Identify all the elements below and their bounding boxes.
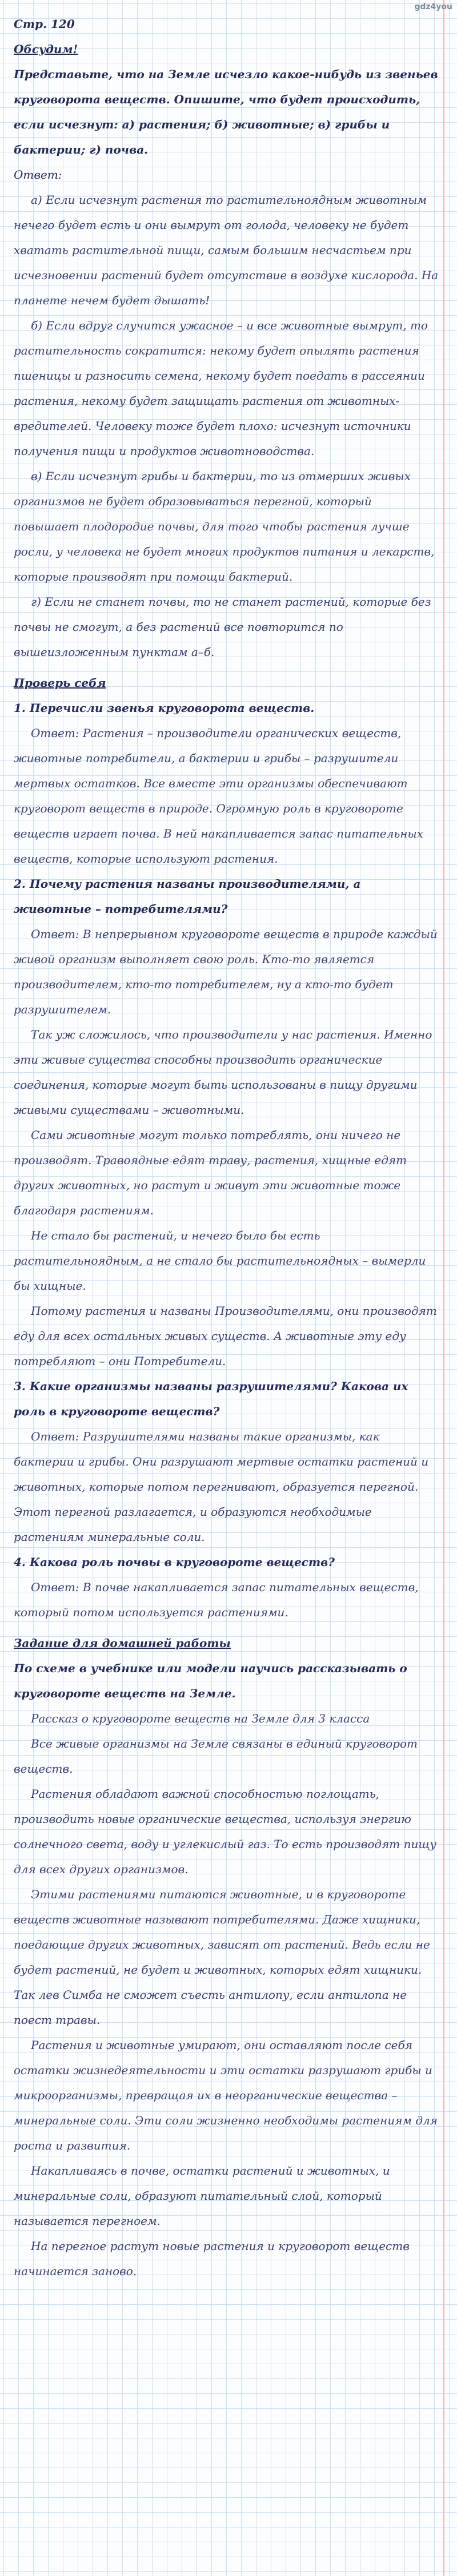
answer-paragraph: г) Если не станет почвы, то не станет растений, которые без почвы не смогут, а без растений все повторится по вышеизложенным пунктам а–б. <box>14 595 431 659</box>
heading-homework: Задание для домашней работы <box>14 1636 231 1650</box>
homework-answer: Рассказ о круговороте веществ на Земле для 3 класса <box>31 1712 370 1725</box>
watermark-logo: gdz4you <box>414 2 452 11</box>
heading-check: Проверь себя <box>14 676 106 690</box>
answer-label: Ответ: <box>14 168 62 182</box>
check-question: 4. Какова роль почвы в круговороте веществ? <box>14 1555 335 1569</box>
check-answer: Ответ: Растения – производители органических веществ, животные потребители, а бактерии и грибы – разрушители мертвых остатков. Все вместе эти организмы обеспечивают круговорот веществ в природе. Огромную роль в круговороте веществ играет почва. В ней накапливается запас питательных веществ, которые используют растения. <box>14 726 423 866</box>
check-answer: Ответ: Разрушителями названы такие организмы, как бактерии и грибы. Они разрушают мертвые остатки растений и животных, которые потом перегнивают, образуется перегной. Этот перегной разлагается, и образуются необходимые растениям минеральные соли. <box>14 1430 429 1544</box>
check-answer: Сами животные могут только потреблять, они ничего не производят. Травоядные едят траву, растения, хищные едят других животных, но растут и живут эти животные тоже благодаря растениям. <box>14 1128 407 1217</box>
homework-answer: Этими растениями питаются животные, и в круговороте веществ животные называют потребителями. Даже хищники, поедающие других животных, зависят от растений. Ведь если не будет растений, не будет и животных, которых едят хищники. Так лев Симба не сможет съесть антилопу, если антилопа не поест травы. <box>14 1887 430 2027</box>
homework-answer: Растения обладают важной способностью поглощать, производить новые органические вещества, используя энергию солнечного света, воду и углекислый газ. То есть производят пищу для всех других организмов. <box>14 1787 437 1876</box>
answer-paragraph: б) Если вдруг случится ужасное – и все животные вымрут, то растительность сократится: некому будет опылять растения пшеницы и разносить семена, некому будет поедать в рассеянии растения, некому будет защищать растения от животных-вредителей. Человеку тоже будет плохо: исчезнут источники получения пищи и продуктов животноводства. <box>14 319 428 458</box>
check-answer: Не стало бы растений, и нечего было бы есть растительноядным, а не стало бы растительноядных – вымерли бы хищные. <box>14 1229 426 1293</box>
homework-answer: Накапливаясь в почве, остатки растений и животных, и минеральные соли, образуют питательный слой, который называется перегноем. <box>14 2164 390 2228</box>
solution-content <box>14 11 439 2284</box>
heading-discuss: Обсудим! <box>14 42 78 56</box>
homework-answer: Все живые организмы на Земле связаны в единый круговорот веществ. <box>14 1737 418 1776</box>
page-number: Стр. 120 <box>14 17 75 31</box>
check-answer: Ответ: В непрерывном круговороте веществ в природе каждый живой организм выполняет свою роль. Кто-то является производителем, кто-то потребителем, ну а кто-то будет разрушителем. <box>14 927 438 1016</box>
task-text: Представьте, что на Земле исчезло какое-нибудь из звеньев круговорота веществ. Опишите, что будет происходить, если исчезнут: а) растения; б) животные; в) грибы и бактерии; г) почва. <box>14 67 438 156</box>
check-question: 2. Почему растения названы производителями, а животные – потребителями? <box>14 877 361 916</box>
answer-paragraph: а) Если исчезнут растения то растительноядным животным нечего будет есть и они вымрут от голода, человеку не будет хватать растительной пищи, самым большим несчастьем при исчезновении растений будет отсутствие в воздухе кислорода. На планете нечем будет дышать! <box>14 193 439 307</box>
homework-answer: На перегное растут новые растения и круговорот веществ начинается заново. <box>14 2239 410 2278</box>
margin-line <box>443 0 444 2576</box>
check-answer: Ответ: В почве накапливается запас питательных веществ, который потом используется растениями. <box>14 1580 419 1619</box>
check-question: 3. Какие организмы названы разрушителями? Какова их роль в круговороте веществ? <box>14 1379 408 1418</box>
homework-task: По схеме в учебнике или модели научись рассказывать о круговороте веществ на Земле. <box>14 1661 407 1700</box>
check-question: 1. Перечисли звенья круговорота веществ. <box>14 701 315 715</box>
homework-answer: Растения и животные умирают, они оставляют после себя остатки жизнедеятельности и эти остатки разрушают грибы и микроорганизмы, превращая их в неорганические вещества – минеральные соли. Эти соли жизненно необходимы растениям для роста и развития. <box>14 2038 438 2152</box>
answer-paragraph: в) Если исчезнут грибы и бактерии, то из отмерших живых организмов не будет образовываться перегной, который повышает плодородие почвы, для того чтобы растения лучше росли, у человека не будет многих продуктов питания и лекарств, которые производят при помощи бактерий. <box>14 469 435 583</box>
check-answer: Так уж сложилось, что производители у нас растения. Именно эти живые существа способны производить органические соединения, которые могут быть использованы в пищу другими живыми существами – животными. <box>14 1028 432 1117</box>
check-answer: Потому растения и названы Производителями, они производят еду для всех остальных живых существ. А животные эту еду потребляют – они Потребители. <box>14 1304 437 1368</box>
